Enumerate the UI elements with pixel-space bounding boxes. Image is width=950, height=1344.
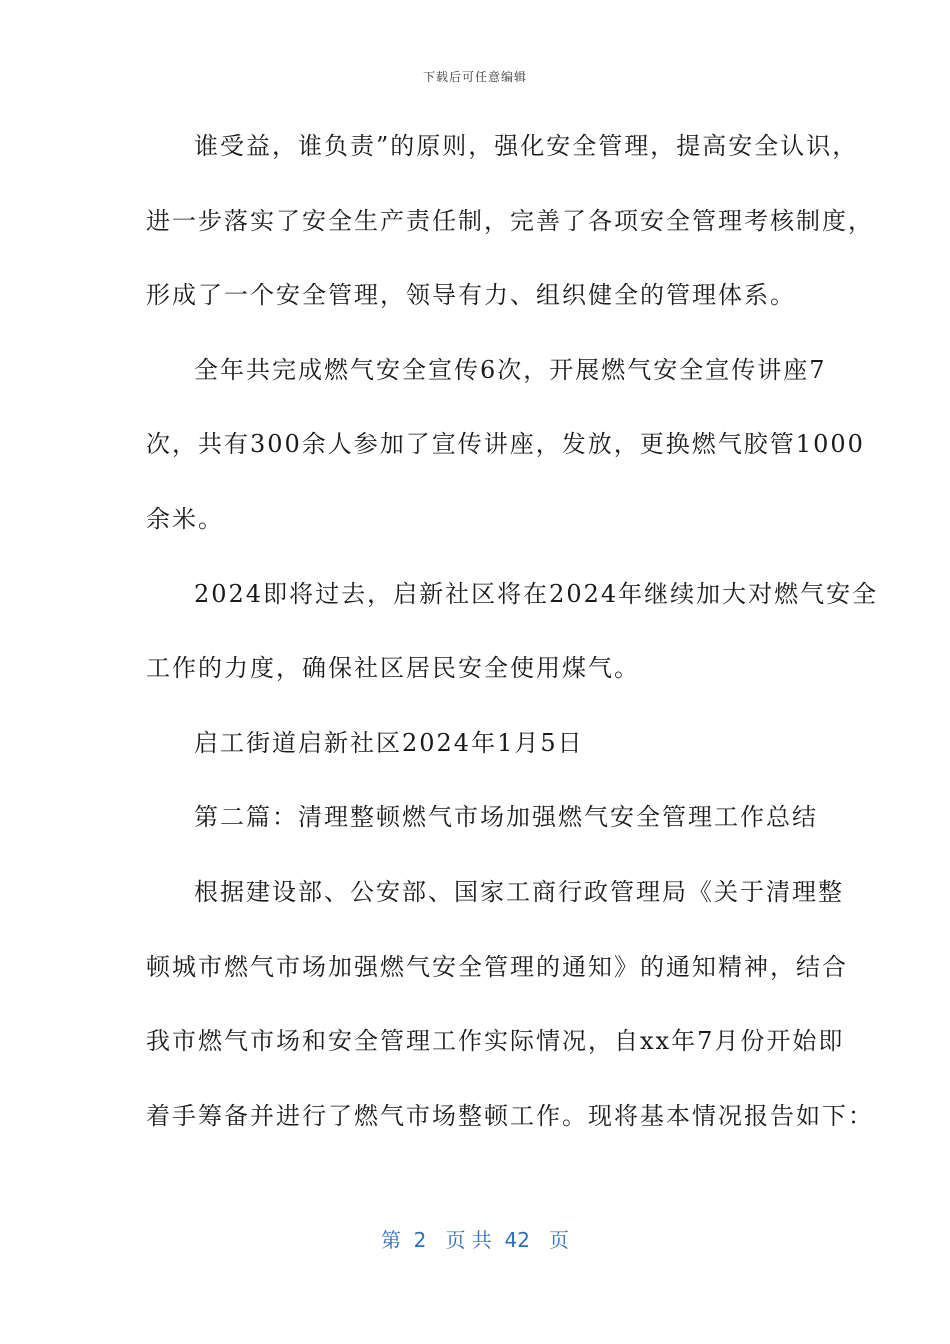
body-line: 2024即将过去，启新社区将在2024年继续加大对燃气安全	[194, 579, 879, 608]
body-line: 谁受益，谁负责”的原则，强化安全管理，提高安全认识，	[194, 132, 859, 160]
body-line: 次，共有300余人参加了宣传讲座，发放，更换燃气胶管1000	[146, 430, 865, 459]
body-line: 余米。	[146, 504, 224, 533]
body-line: 我市燃气市场和安全管理工作实际情况，自xx年7月份开始即	[146, 1027, 845, 1056]
document-body	[146, 124, 879, 1168]
signature-line: 启工街道启新社区2024年1月5日	[194, 728, 584, 757]
page-header: 下载后可任意编辑	[422, 70, 527, 84]
body-line: 进一步落实了安全生产责任制，完善了各项安全管理考核制度，	[146, 206, 874, 235]
body-line: 全年共完成燃气安全宣传6次，开展燃气安全宣传讲座7	[194, 355, 827, 384]
page-number-footer: 第 2 页 共 42 页	[380, 1228, 570, 1252]
body-line: 根据建设部、公安部、国家工商行政管理局《关于清理整	[194, 877, 844, 906]
body-line: 顿城市燃气市场加强燃气安全管理的通知》的通知精神，结合	[146, 952, 848, 981]
body-line: 形成了一个安全管理，领导有力、组织健全的管理体系。	[146, 281, 796, 310]
body-line: 工作的力度，确保社区居民安全使用煤气。	[146, 654, 640, 683]
section-heading: 第二篇：清理整顿燃气市场加强燃气安全管理工作总结	[194, 803, 818, 832]
body-line: 着手筹备并进行了燃气市场整顿工作。现将基本情况报告如下：	[146, 1101, 874, 1130]
